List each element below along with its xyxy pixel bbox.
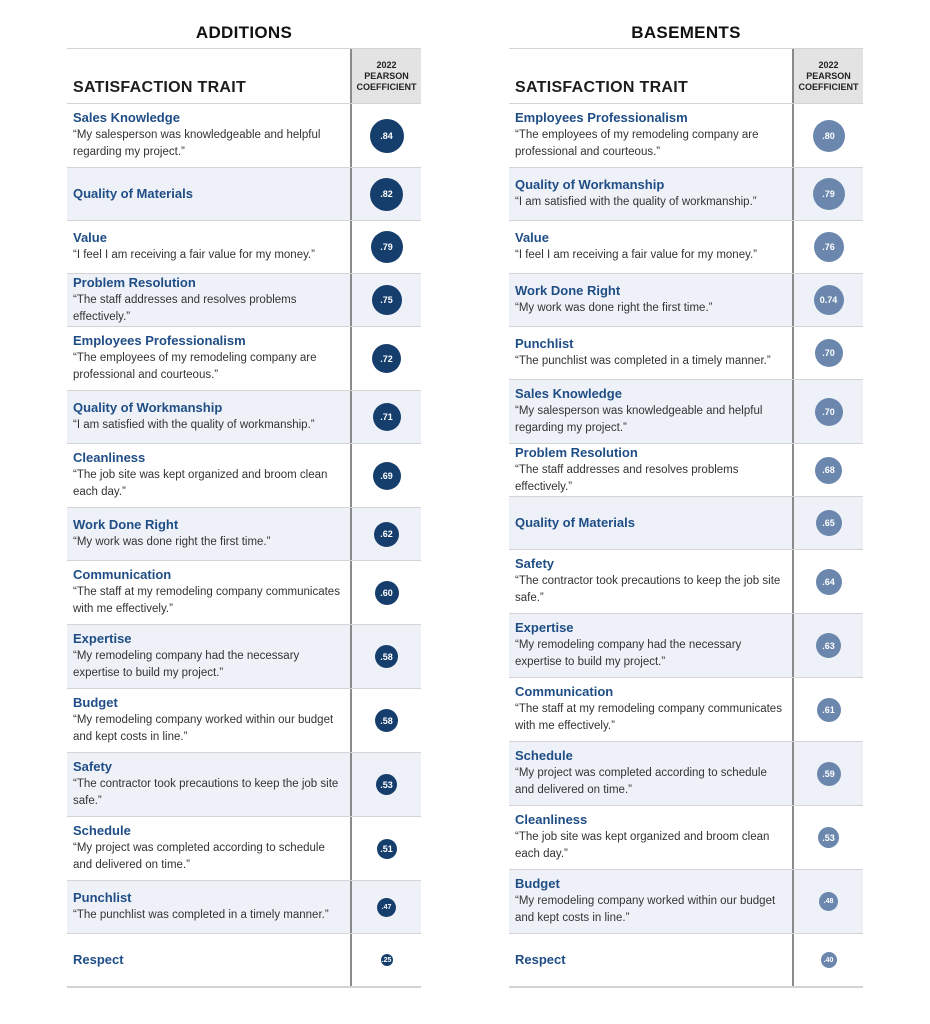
coefficient-cell <box>792 742 863 805</box>
trait-quote: “The job site was kept organized and broom clean each day.” <box>515 831 770 860</box>
coefficient-dot: .40 <box>821 952 837 968</box>
trait-cell <box>67 391 350 443</box>
trait-quote: “My salesperson was knowledgeable and helpful regarding my project.” <box>73 129 321 158</box>
trait-quote: “My work was done right the first time.” <box>73 536 271 548</box>
coefficient-cell <box>350 689 421 752</box>
trait-cell <box>67 168 350 220</box>
satisfaction-trait-header: SATISFACTION TRAIT <box>73 79 247 96</box>
trait-cell <box>67 689 350 752</box>
basements-header-row <box>509 48 863 104</box>
trait-cell <box>509 168 792 220</box>
coefficient-cell <box>792 274 863 326</box>
trait-cell <box>67 444 350 507</box>
basements-panel <box>509 18 863 988</box>
coefficient-cell <box>350 561 421 624</box>
trait-name: Safety <box>73 759 113 774</box>
trait-name: Budget <box>73 695 118 710</box>
trait-name: Quality of Materials <box>73 186 193 201</box>
coefficient-cell <box>350 817 421 880</box>
trait-quote: “I am satisfied with the quality of workmanship.” <box>515 196 757 208</box>
trait-name: Work Done Right <box>73 517 179 532</box>
coefficient-cell <box>792 497 863 549</box>
trait-cell <box>509 614 792 677</box>
additions-rows <box>67 104 421 987</box>
table-row <box>67 104 421 168</box>
coefficient-cell <box>792 678 863 741</box>
table-row <box>509 168 863 221</box>
coefficient-dot: .82 <box>370 178 403 211</box>
table-row <box>67 561 421 625</box>
coefficient-cell <box>792 221 863 273</box>
table-row <box>509 806 863 870</box>
coefficient-cell <box>350 168 421 220</box>
coefficient-dot: .84 <box>370 119 404 153</box>
trait-name: Expertise <box>73 631 132 646</box>
coefficient-dot: .79 <box>813 178 845 210</box>
trait-name: Budget <box>515 876 560 891</box>
table-row <box>67 444 421 508</box>
trait-name: Punchlist <box>515 336 574 351</box>
trait-quote: “The staff at my remodeling company communicates with me effectively.” <box>73 586 340 615</box>
trait-name: Value <box>515 230 549 245</box>
trait-cell <box>509 678 792 741</box>
table-row <box>67 391 421 444</box>
trait-quote: “I feel I am receiving a fair value for my money.” <box>515 249 758 261</box>
trait-name: Sales Knowledge <box>73 110 180 125</box>
coefficient-dot: .64 <box>816 569 842 595</box>
trait-name: Schedule <box>515 748 573 763</box>
table-row <box>67 881 421 934</box>
trait-cell <box>67 817 350 880</box>
trait-name: Communication <box>515 684 614 699</box>
trait-cell <box>67 221 350 273</box>
coefficient-dot: .80 <box>813 120 845 152</box>
coefficient-cell <box>350 104 421 167</box>
trait-name: Work Done Right <box>515 283 621 298</box>
coefficient-dot: .70 <box>815 339 843 367</box>
table-row <box>509 614 863 678</box>
coefficient-cell <box>792 104 863 167</box>
coefficient-cell <box>350 934 421 986</box>
coefficient-dot: .48 <box>819 892 838 911</box>
trait-cell <box>509 550 792 613</box>
trait-cell <box>509 870 792 933</box>
coef-header-pearson: PEARSON <box>364 70 409 81</box>
additions-table <box>67 48 421 988</box>
trait-cell <box>67 508 350 560</box>
additions-header-row <box>67 48 421 104</box>
pearson-coefficient-header <box>350 49 421 103</box>
coefficient-cell <box>350 391 421 443</box>
coefficient-dot: .69 <box>373 462 401 490</box>
trait-cell <box>67 625 350 688</box>
table-row <box>509 380 863 444</box>
trait-cell <box>509 221 792 273</box>
coefficient-dot: .70 <box>815 398 843 426</box>
coefficient-dot: .53 <box>376 774 397 795</box>
table-row <box>509 221 863 274</box>
table-row <box>67 817 421 881</box>
coefficient-cell <box>350 221 421 273</box>
table-row <box>509 742 863 806</box>
coefficient-dot: .68 <box>815 457 842 484</box>
trait-quote: “The punchlist was completed in a timely manner.” <box>515 355 771 367</box>
trait-quote: “My project was completed according to schedule and delivered on time.” <box>515 767 767 796</box>
trait-cell <box>67 753 350 816</box>
trait-cell <box>509 444 792 496</box>
coefficient-dot: .47 <box>377 898 396 917</box>
table-row <box>67 274 421 327</box>
trait-quote: “The punchlist was completed in a timely manner.” <box>73 909 329 921</box>
table-row <box>67 689 421 753</box>
trait-name: Quality of Workmanship <box>73 400 223 415</box>
trait-name: Communication <box>73 567 172 582</box>
coefficient-cell <box>350 327 421 390</box>
coefficient-cell <box>792 168 863 220</box>
trait-name: Safety <box>515 556 555 571</box>
trait-name: Expertise <box>515 620 574 635</box>
table-row <box>509 104 863 168</box>
table-row <box>67 934 421 987</box>
coefficient-cell <box>792 444 863 496</box>
trait-name: Quality of Workmanship <box>515 177 665 192</box>
trait-name: Respect <box>73 952 124 967</box>
trait-cell <box>67 274 350 326</box>
trait-quote: “The employees of my remodeling company are professional and courteous.” <box>73 352 317 381</box>
coef-header-year: 2022 <box>376 59 397 70</box>
trait-quote: “I feel I am receiving a fair value for my money.” <box>73 249 316 261</box>
trait-quote: “The contractor took precautions to keep the job site safe.” <box>515 575 781 604</box>
trait-quote: “The contractor took precautions to keep the job site safe.” <box>73 778 339 807</box>
trait-quote: “My salesperson was knowledgeable and helpful regarding my project.” <box>515 405 763 434</box>
coefficient-dot: .58 <box>375 709 398 732</box>
trait-name: Employees Professionalism <box>515 110 688 125</box>
table-row <box>67 625 421 689</box>
trait-quote: “My remodeling company had the necessary expertise to build my project.” <box>73 650 300 679</box>
trait-cell <box>509 806 792 869</box>
coef-header-coefficient: COEFFICIENT <box>356 81 417 92</box>
table-row <box>509 678 863 742</box>
coef-header-pearson: PEARSON <box>806 70 851 81</box>
trait-name: Problem Resolution <box>73 274 196 290</box>
coefficient-dot: .76 <box>814 232 844 262</box>
trait-quote: “My remodeling company had the necessary expertise to build my project.” <box>515 639 742 668</box>
trait-cell <box>509 497 792 549</box>
coefficient-dot: .25 <box>381 954 393 966</box>
trait-quote: “My work was done right the first time.” <box>515 302 713 314</box>
coefficient-cell <box>350 625 421 688</box>
trait-name: Schedule <box>73 823 131 838</box>
coefficient-cell <box>792 870 863 933</box>
trait-quote: “My project was completed according to schedule and delivered on time.” <box>73 842 325 871</box>
table-row <box>67 221 421 274</box>
trait-cell <box>67 104 350 167</box>
additions-panel <box>67 18 421 988</box>
trait-quote: “My remodeling company worked within our budget and kept costs in line.” <box>73 714 334 743</box>
trait-name: Value <box>73 230 107 245</box>
trait-cell <box>509 742 792 805</box>
coefficient-dot: .65 <box>816 510 842 536</box>
table-row <box>67 327 421 391</box>
trait-name: Punchlist <box>73 890 132 905</box>
coefficient-cell <box>792 550 863 613</box>
coefficient-dot: .79 <box>371 231 403 263</box>
trait-cell <box>509 327 792 379</box>
trait-cell <box>509 934 792 986</box>
coefficient-dot: .60 <box>375 581 399 605</box>
trait-quote: “The employees of my remodeling company are professional and courteous.” <box>515 129 759 158</box>
trait-quote: “The job site was kept organized and broom clean each day.” <box>73 469 328 498</box>
coefficient-cell <box>350 274 421 326</box>
coefficient-cell <box>350 444 421 507</box>
coef-header-year: 2022 <box>818 59 839 70</box>
trait-name: Cleanliness <box>515 812 588 827</box>
trait-cell <box>509 274 792 326</box>
coefficient-dot: .61 <box>817 698 841 722</box>
basements-rows <box>509 104 863 987</box>
coefficient-dot: .72 <box>372 344 401 373</box>
coefficient-cell <box>792 806 863 869</box>
coefficient-dot: .71 <box>373 403 401 431</box>
trait-quote: “The staff at my remodeling company communicates with me effectively.” <box>515 703 782 732</box>
trait-quote: “The staff addresses and resolves problems effectively.” <box>73 293 297 323</box>
basements-table <box>509 48 863 988</box>
table-row <box>509 934 863 987</box>
table-row <box>67 753 421 817</box>
table-row <box>509 870 863 934</box>
coefficient-cell <box>792 614 863 677</box>
coefficient-dot: .75 <box>372 285 402 315</box>
coefficient-dot: .58 <box>375 645 398 668</box>
coefficient-dot: .53 <box>818 827 839 848</box>
coefficient-dot: .51 <box>377 839 397 859</box>
trait-name: Respect <box>515 952 566 967</box>
additions-title: ADDITIONS <box>195 23 293 42</box>
trait-name: Sales Knowledge <box>515 386 622 401</box>
coefficient-dot: .59 <box>817 762 841 786</box>
table-row <box>509 444 863 497</box>
trait-cell <box>509 380 792 443</box>
table-row <box>509 550 863 614</box>
coefficient-dot: .63 <box>816 633 841 658</box>
table-row <box>67 168 421 221</box>
trait-name: Cleanliness <box>73 450 146 465</box>
table-row <box>509 327 863 380</box>
coefficient-cell <box>350 753 421 816</box>
table-row <box>67 508 421 561</box>
coefficient-cell <box>350 881 421 933</box>
trait-quote: “I am satisfied with the quality of workmanship.” <box>73 419 315 431</box>
trait-name: Employees Professionalism <box>73 333 246 348</box>
trait-cell <box>67 934 350 986</box>
table-row <box>509 497 863 550</box>
table-row <box>509 274 863 327</box>
trait-cell <box>509 104 792 167</box>
trait-quote: “My remodeling company worked within our budget and kept costs in line.” <box>515 895 776 924</box>
coefficient-dot: .62 <box>374 522 399 547</box>
trait-name: Quality of Materials <box>515 515 635 530</box>
coef-header-coefficient: COEFFICIENT <box>798 81 859 92</box>
trait-cell <box>67 561 350 624</box>
coefficient-cell <box>792 380 863 443</box>
coefficient-dot: 0.74 <box>814 285 844 315</box>
pearson-coefficient-header <box>792 49 863 103</box>
coefficient-cell <box>350 508 421 560</box>
trait-quote: “The staff addresses and resolves problems effectively.” <box>515 463 739 493</box>
trait-cell <box>67 327 350 390</box>
coefficient-cell <box>792 934 863 986</box>
basements-title: BASEMENTS <box>631 23 741 42</box>
coefficient-cell <box>792 327 863 379</box>
trait-cell <box>67 881 350 933</box>
satisfaction-trait-header: SATISFACTION TRAIT <box>515 79 689 96</box>
trait-name: Problem Resolution <box>515 444 638 460</box>
